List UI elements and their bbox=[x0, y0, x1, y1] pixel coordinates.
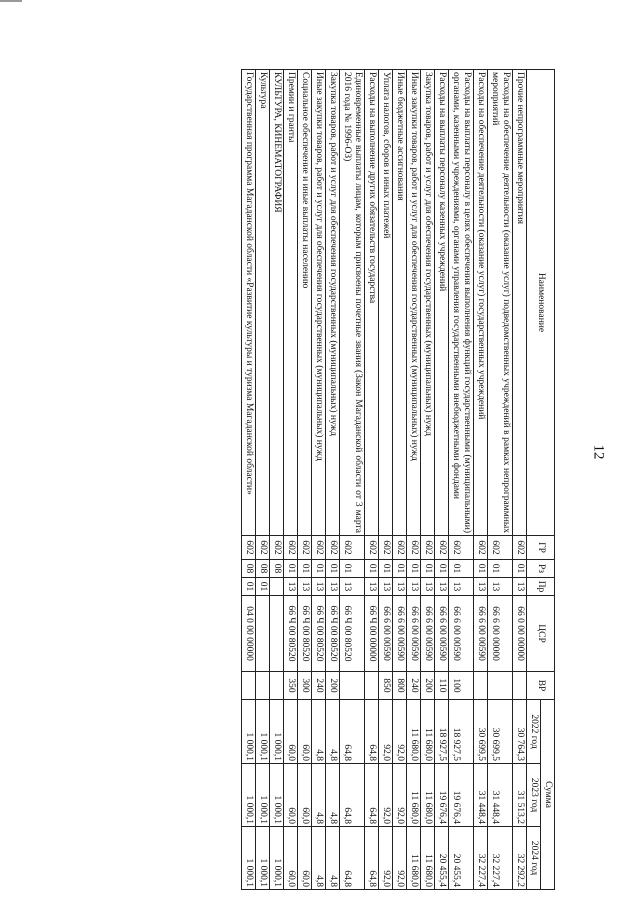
table-row bbox=[449, 70, 474, 890]
row-gr: 602 bbox=[312, 536, 326, 560]
row-name: Расходы на выполнение других обязательств государства bbox=[365, 70, 379, 536]
row-2024: 4,8 bbox=[326, 827, 340, 890]
header-2023: 2023 год bbox=[527, 764, 541, 827]
row-2022: 4,8 bbox=[312, 700, 326, 764]
row-2022: 30 699,5 bbox=[474, 700, 488, 764]
row-name: Расходы на выплаты персоналу в целях обеспечения выполнения функций государственными (муниципальными) органами, казенными учреждениями, органами управления государственными внебюджетными фондами bbox=[449, 70, 474, 536]
table-row bbox=[435, 70, 449, 890]
row-rz: 01 bbox=[513, 560, 527, 578]
header-2024: 2024 год bbox=[527, 827, 541, 890]
row-name: Иные закупки товаров, работ и услуг для обеспечения государственных (муниципальных) нужд bbox=[312, 70, 326, 536]
row-rz: 01 bbox=[488, 560, 513, 578]
row-2024: 4,8 bbox=[312, 827, 326, 890]
header-gr: ГР bbox=[527, 536, 555, 560]
row-gr: 602 bbox=[407, 536, 421, 560]
row-2024: 32 292,2 bbox=[513, 827, 527, 890]
row-2022: 1 000,1 bbox=[256, 700, 270, 764]
row-name: Расходы на обеспечение деятельности (оказание услуг) подведомственных учреждений в рамках непрограммных мероприятий bbox=[488, 70, 513, 536]
row-gr: 602 bbox=[474, 536, 488, 560]
row-name: Прочие непрограммные мероприятия bbox=[513, 70, 527, 536]
row-vr: 240 bbox=[312, 672, 326, 700]
row-gr: 602 bbox=[270, 536, 284, 560]
row-pr: 13 bbox=[326, 578, 340, 596]
row-pr: 13 bbox=[393, 578, 407, 596]
row-csr: 66 6 00 00590 bbox=[379, 596, 393, 672]
row-2022: 11 680,0 bbox=[407, 700, 421, 764]
row-2023: 11 680,0 bbox=[407, 764, 421, 827]
row-2024: 20 455,4 bbox=[435, 827, 449, 890]
row-2023: 92,0 bbox=[393, 764, 407, 827]
row-2023: 64,8 bbox=[340, 764, 365, 827]
budget-table bbox=[241, 69, 555, 890]
rotated-table-wrapper bbox=[95, 69, 555, 889]
page-number: 12 bbox=[590, 444, 607, 460]
row-vr: 100 bbox=[449, 672, 474, 700]
row-2022: 4,8 bbox=[326, 700, 340, 764]
row-name: Уплата налогов, сборов и иных платежей bbox=[379, 70, 393, 536]
row-csr bbox=[270, 596, 284, 672]
row-pr: 13 bbox=[340, 578, 365, 596]
row-rz: 01 bbox=[393, 560, 407, 578]
row-gr: 602 bbox=[242, 536, 256, 560]
row-2023: 92,0 bbox=[379, 764, 393, 827]
row-2022: 18 927,5 bbox=[449, 700, 474, 764]
row-2024: 64,8 bbox=[340, 827, 365, 890]
table-row bbox=[340, 70, 365, 890]
row-gr: 602 bbox=[379, 536, 393, 560]
row-gr: 602 bbox=[449, 536, 474, 560]
row-name: Иные закупки товаров, работ и услуг для обеспечения государственных (муниципальных) нужд bbox=[407, 70, 421, 536]
table-row bbox=[421, 70, 435, 890]
row-2023: 31 448,4 bbox=[474, 764, 488, 827]
header-rz: Рз bbox=[527, 560, 555, 578]
header-sum: Сумма bbox=[541, 700, 555, 890]
header-row bbox=[541, 70, 555, 890]
row-pr: 13 bbox=[474, 578, 488, 596]
row-pr: 01 bbox=[256, 578, 270, 596]
table-row bbox=[393, 70, 407, 890]
row-2023: 4,8 bbox=[312, 764, 326, 827]
row-2024: 1 000,1 bbox=[256, 827, 270, 890]
row-name: КУЛЬТУРА, КИНЕМАТОГРАФИЯ bbox=[270, 70, 284, 536]
header-name: Наименование bbox=[527, 70, 555, 536]
row-csr: 66 Ч 00 80520 bbox=[312, 596, 326, 672]
row-name: Единовременные выплаты лицам, которым присвоены почетные звания (Закон Магаданской области от 3 марта 2016 года № 1996-ОЗ) bbox=[340, 70, 365, 536]
row-rz: 01 bbox=[474, 560, 488, 578]
row-2022: 1 000,1 bbox=[242, 700, 256, 764]
top-rule bbox=[0, 0, 22, 2]
row-csr: 66 Ч 00 00000 bbox=[365, 596, 379, 672]
row-2022: 30 699,5 bbox=[488, 700, 513, 764]
row-rz: 01 bbox=[435, 560, 449, 578]
row-2024: 92,0 bbox=[393, 827, 407, 890]
row-2022: 60,0 bbox=[298, 700, 312, 764]
row-vr bbox=[365, 672, 379, 700]
row-name: Иные бюджетные ассигнования bbox=[393, 70, 407, 536]
row-name: Расходы на выплаты персоналу казенных учреждений bbox=[435, 70, 449, 536]
row-2024: 20 455,4 bbox=[449, 827, 474, 890]
row-csr: 66 Ч 00 80520 bbox=[340, 596, 365, 672]
row-2023: 60,0 bbox=[284, 764, 298, 827]
row-csr: 66 0 00 00000 bbox=[513, 596, 527, 672]
row-2023: 4,8 bbox=[326, 764, 340, 827]
header-2022: 2022 год bbox=[527, 700, 541, 764]
row-rz: 01 bbox=[379, 560, 393, 578]
table-row bbox=[365, 70, 379, 890]
row-vr bbox=[474, 672, 488, 700]
row-2022: 64,8 bbox=[340, 700, 365, 764]
row-vr: 800 bbox=[393, 672, 407, 700]
row-2024: 1 000,1 bbox=[242, 827, 256, 890]
row-2023: 19 676,4 bbox=[435, 764, 449, 827]
row-2024: 60,0 bbox=[284, 827, 298, 890]
row-pr: 01 bbox=[242, 578, 256, 596]
row-rz: 01 bbox=[312, 560, 326, 578]
row-rz: 01 bbox=[407, 560, 421, 578]
row-2022: 18 927,5 bbox=[435, 700, 449, 764]
row-pr: 13 bbox=[379, 578, 393, 596]
row-pr bbox=[270, 578, 284, 596]
row-gr: 602 bbox=[256, 536, 270, 560]
row-2024: 11 680,0 bbox=[407, 827, 421, 890]
row-name: Закупка товаров, работ и услуг для обеспечения государственных (муниципальных) нужд bbox=[421, 70, 435, 536]
row-csr: 66 6 00 00590 bbox=[449, 596, 474, 672]
header-csr: ЦСР bbox=[527, 596, 555, 672]
table-row bbox=[298, 70, 312, 890]
row-rz: 08 bbox=[270, 560, 284, 578]
table-row bbox=[379, 70, 393, 890]
table-row bbox=[256, 70, 270, 890]
row-name: Закупка товаров, работ и услуг для обеспечения государственных (муниципальных) нужд bbox=[326, 70, 340, 536]
row-2022: 30 764,3 bbox=[513, 700, 527, 764]
row-pr: 13 bbox=[449, 578, 474, 596]
row-rz: 01 bbox=[326, 560, 340, 578]
row-2022: 11 680,0 bbox=[421, 700, 435, 764]
row-2023: 31 513,2 bbox=[513, 764, 527, 827]
row-2023: 31 448,4 bbox=[488, 764, 513, 827]
row-vr: 300 bbox=[298, 672, 312, 700]
row-vr: 350 bbox=[284, 672, 298, 700]
row-rz: 01 bbox=[298, 560, 312, 578]
row-csr: 66 6 00 00590 bbox=[435, 596, 449, 672]
row-2022: 64,8 bbox=[365, 700, 379, 764]
row-name: Расходы на обеспечение деятельности (оказание услуг) государственных учреждений bbox=[474, 70, 488, 536]
row-csr: 66 Ч 00 80520 bbox=[298, 596, 312, 672]
table-row bbox=[284, 70, 298, 890]
table-row bbox=[312, 70, 326, 890]
row-csr: 66 6 00 00590 bbox=[474, 596, 488, 672]
row-2023: 60,0 bbox=[298, 764, 312, 827]
row-2024: 32 227,4 bbox=[474, 827, 488, 890]
row-2023: 19 676,4 bbox=[449, 764, 474, 827]
row-rz: 08 bbox=[242, 560, 256, 578]
row-gr: 602 bbox=[435, 536, 449, 560]
row-2023: 1 000,1 bbox=[242, 764, 256, 827]
row-pr: 13 bbox=[435, 578, 449, 596]
row-gr: 602 bbox=[393, 536, 407, 560]
row-vr: 850 bbox=[379, 672, 393, 700]
row-2024: 92,0 bbox=[379, 827, 393, 890]
row-name: Социальное обеспечение и иные выплаты населению bbox=[298, 70, 312, 536]
row-pr: 13 bbox=[298, 578, 312, 596]
row-vr bbox=[242, 672, 256, 700]
row-gr: 602 bbox=[513, 536, 527, 560]
row-rz: 01 bbox=[284, 560, 298, 578]
row-2023: 1 000,1 bbox=[256, 764, 270, 827]
row-2023: 11 680,0 bbox=[421, 764, 435, 827]
table-row bbox=[513, 70, 527, 890]
row-rz: 01 bbox=[340, 560, 365, 578]
row-name: Премии и гранты bbox=[284, 70, 298, 536]
row-pr: 13 bbox=[407, 578, 421, 596]
row-vr bbox=[340, 672, 365, 700]
row-vr bbox=[270, 672, 284, 700]
row-2022: 1 000,1 bbox=[270, 700, 284, 764]
row-vr: 110 bbox=[435, 672, 449, 700]
row-2024: 60,0 bbox=[298, 827, 312, 890]
row-vr bbox=[256, 672, 270, 700]
table-body bbox=[242, 70, 527, 890]
row-csr: 66 Ч 00 80520 bbox=[326, 596, 340, 672]
row-2022: 92,0 bbox=[393, 700, 407, 764]
table-row bbox=[270, 70, 284, 890]
row-gr: 602 bbox=[298, 536, 312, 560]
row-pr: 13 bbox=[312, 578, 326, 596]
row-name: Государственная программа Магаданской области «Развитие культуры и туризма Магаданской области» bbox=[242, 70, 256, 536]
row-vr: 200 bbox=[326, 672, 340, 700]
row-gr: 602 bbox=[340, 536, 365, 560]
row-2023: 1 000,1 bbox=[270, 764, 284, 827]
row-csr: 66 Ч 00 80520 bbox=[284, 596, 298, 672]
header-pr: Пр bbox=[527, 578, 555, 596]
row-gr: 602 bbox=[326, 536, 340, 560]
table-row bbox=[242, 70, 256, 890]
row-gr: 602 bbox=[365, 536, 379, 560]
row-vr: 240 bbox=[407, 672, 421, 700]
table-row bbox=[488, 70, 513, 890]
row-2022: 92,0 bbox=[379, 700, 393, 764]
row-csr: 66 6 00 00000 bbox=[488, 596, 513, 672]
row-pr: 13 bbox=[513, 578, 527, 596]
table-row bbox=[407, 70, 421, 890]
row-2024: 1 000,1 bbox=[270, 827, 284, 890]
row-gr: 602 bbox=[488, 536, 513, 560]
table-row bbox=[474, 70, 488, 890]
row-pr: 13 bbox=[365, 578, 379, 596]
row-rz: 01 bbox=[449, 560, 474, 578]
row-vr: 200 bbox=[421, 672, 435, 700]
row-2024: 32 227,4 bbox=[488, 827, 513, 890]
row-pr: 13 bbox=[488, 578, 513, 596]
row-csr: 66 6 00 00590 bbox=[421, 596, 435, 672]
row-gr: 602 bbox=[284, 536, 298, 560]
row-vr bbox=[488, 672, 513, 700]
row-2024: 64,8 bbox=[365, 827, 379, 890]
row-2024: 11 680,0 bbox=[421, 827, 435, 890]
header-vr: ВР bbox=[527, 672, 555, 700]
row-gr: 602 bbox=[421, 536, 435, 560]
row-pr: 13 bbox=[421, 578, 435, 596]
row-csr: 66 6 00 00590 bbox=[393, 596, 407, 672]
row-rz: 01 bbox=[365, 560, 379, 578]
row-csr bbox=[256, 596, 270, 672]
row-2023: 64,8 bbox=[365, 764, 379, 827]
row-pr: 13 bbox=[284, 578, 298, 596]
table-row bbox=[326, 70, 340, 890]
row-csr: 04 0 00 00000 bbox=[242, 596, 256, 672]
row-rz: 08 bbox=[256, 560, 270, 578]
row-name: Культура bbox=[256, 70, 270, 536]
row-vr bbox=[513, 672, 527, 700]
row-csr: 66 6 00 00590 bbox=[407, 596, 421, 672]
row-2022: 60,0 bbox=[284, 700, 298, 764]
row-rz: 01 bbox=[421, 560, 435, 578]
